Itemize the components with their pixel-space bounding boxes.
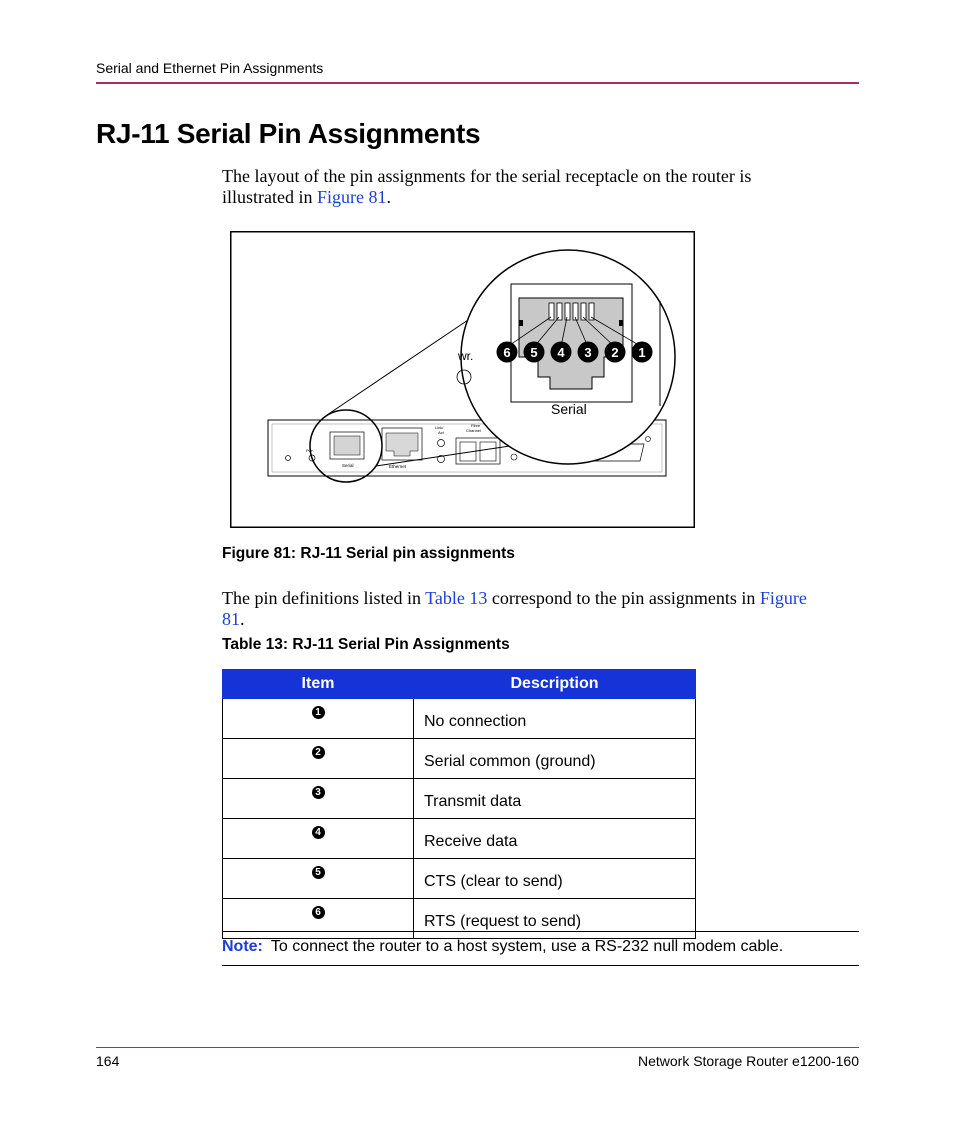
table-cell-description: Transmit data	[414, 779, 696, 819]
table-cell-item	[223, 779, 414, 819]
table-row	[223, 739, 696, 779]
table-header-row	[223, 670, 696, 699]
para2-text-2: correspond to the pin assignments in	[487, 588, 760, 608]
table-cell-description: No connection	[414, 699, 696, 739]
table-row	[223, 779, 696, 819]
running-header: Serial and Ethernet Pin Assignments	[96, 60, 324, 76]
panel-pwr-label: Pwr.	[306, 448, 314, 453]
intro-text: The layout of the pin assignments for the serial receptacle on the router is illustrated in	[222, 166, 752, 207]
pin-number-badge: 3	[312, 786, 325, 799]
figure-caption: Figure 81: RJ-11 Serial pin assignments	[222, 545, 515, 562]
footer-product: Network Storage Router e1200-160	[637, 1053, 859, 1069]
para2-text-1: The pin definitions listed in	[222, 588, 426, 608]
fibre-socket-right	[480, 442, 496, 461]
pin-callout-6	[497, 342, 518, 363]
svg-text:4: 4	[557, 345, 565, 360]
table-row	[223, 699, 696, 739]
pin-callout-1	[632, 342, 653, 363]
table-13-link[interactable]: Table 13	[425, 588, 488, 608]
figure-81-link-2[interactable]: Figure 81	[222, 588, 807, 629]
table-cell-item	[223, 899, 414, 939]
panel-ethernet-label: Ethernet	[389, 464, 407, 469]
intro-paragraph	[222, 166, 822, 208]
para2-text-3: .	[240, 609, 245, 629]
header-rule	[96, 82, 859, 84]
table-cell-description: Receive data	[414, 819, 696, 859]
table-row	[223, 819, 696, 859]
panel-channel-label: Channel	[466, 428, 481, 433]
svg-text:1: 1	[638, 345, 646, 360]
note-rule-bottom	[222, 965, 859, 966]
table-row	[223, 859, 696, 899]
table-cell-description: RTS (request to send)	[414, 899, 696, 939]
pin-number-badge: 4	[312, 826, 325, 839]
page-number: 164	[96, 1053, 120, 1069]
table-cell-description: CTS (clear to send)	[414, 859, 696, 899]
pin-number-badge: 6	[312, 906, 325, 919]
note-text: To connect the router to a host system, use a RS-232 null modem cable.	[270, 938, 784, 955]
svg-text:6: 6	[503, 345, 511, 360]
intro-text-end: .	[386, 187, 391, 207]
zoom-serial-label: Serial	[551, 401, 587, 417]
footer-rule	[96, 1047, 859, 1048]
pin-callout-3	[578, 342, 599, 363]
jack-latch-right	[619, 320, 623, 326]
pin-number-badge: 5	[312, 866, 325, 879]
jack-latch-left	[519, 320, 523, 326]
rj11-figure	[230, 231, 695, 528]
pin-callout-5	[524, 342, 545, 363]
pin-number-badge: 2	[312, 746, 325, 759]
table-caption: Table 13: RJ-11 Serial Pin Assignments	[222, 636, 510, 653]
zoom-pwr-label: wr.	[458, 349, 474, 363]
table-cell-item	[223, 699, 414, 739]
column-header-item: Item	[223, 670, 414, 699]
serial-port-jack	[334, 436, 360, 455]
column-header-description: Description	[414, 670, 696, 699]
fc-led-2-icon	[511, 454, 517, 460]
link-led-icon	[438, 440, 445, 447]
pin-callout-4	[551, 342, 572, 363]
table-row	[223, 899, 696, 939]
table-cell-item	[223, 819, 414, 859]
note-rule-top	[222, 931, 859, 932]
table-cell-item	[223, 739, 414, 779]
note-block	[222, 938, 783, 956]
pin-callout-2	[605, 342, 626, 363]
figure-81-link[interactable]: Figure 81	[316, 187, 387, 207]
svg-text:2: 2	[611, 345, 619, 360]
table-cell-description: Serial common (ground)	[414, 739, 696, 779]
panel-fibre-label: Fibre	[471, 423, 481, 428]
svg-text:3: 3	[584, 345, 592, 360]
table-intro-paragraph	[222, 588, 822, 630]
pin-number-badge: 1	[312, 706, 325, 719]
panel-link-label: Link/	[435, 425, 444, 430]
svg-text:5: 5	[530, 345, 538, 360]
panel-serial-label: Serial	[342, 463, 354, 468]
table-cell-item	[223, 859, 414, 899]
note-label: Note:	[222, 938, 263, 955]
panel-act-label: Act	[438, 430, 444, 435]
pin-assignment-table	[222, 669, 696, 939]
page-title: RJ-11 Serial Pin Assignments	[96, 118, 481, 149]
